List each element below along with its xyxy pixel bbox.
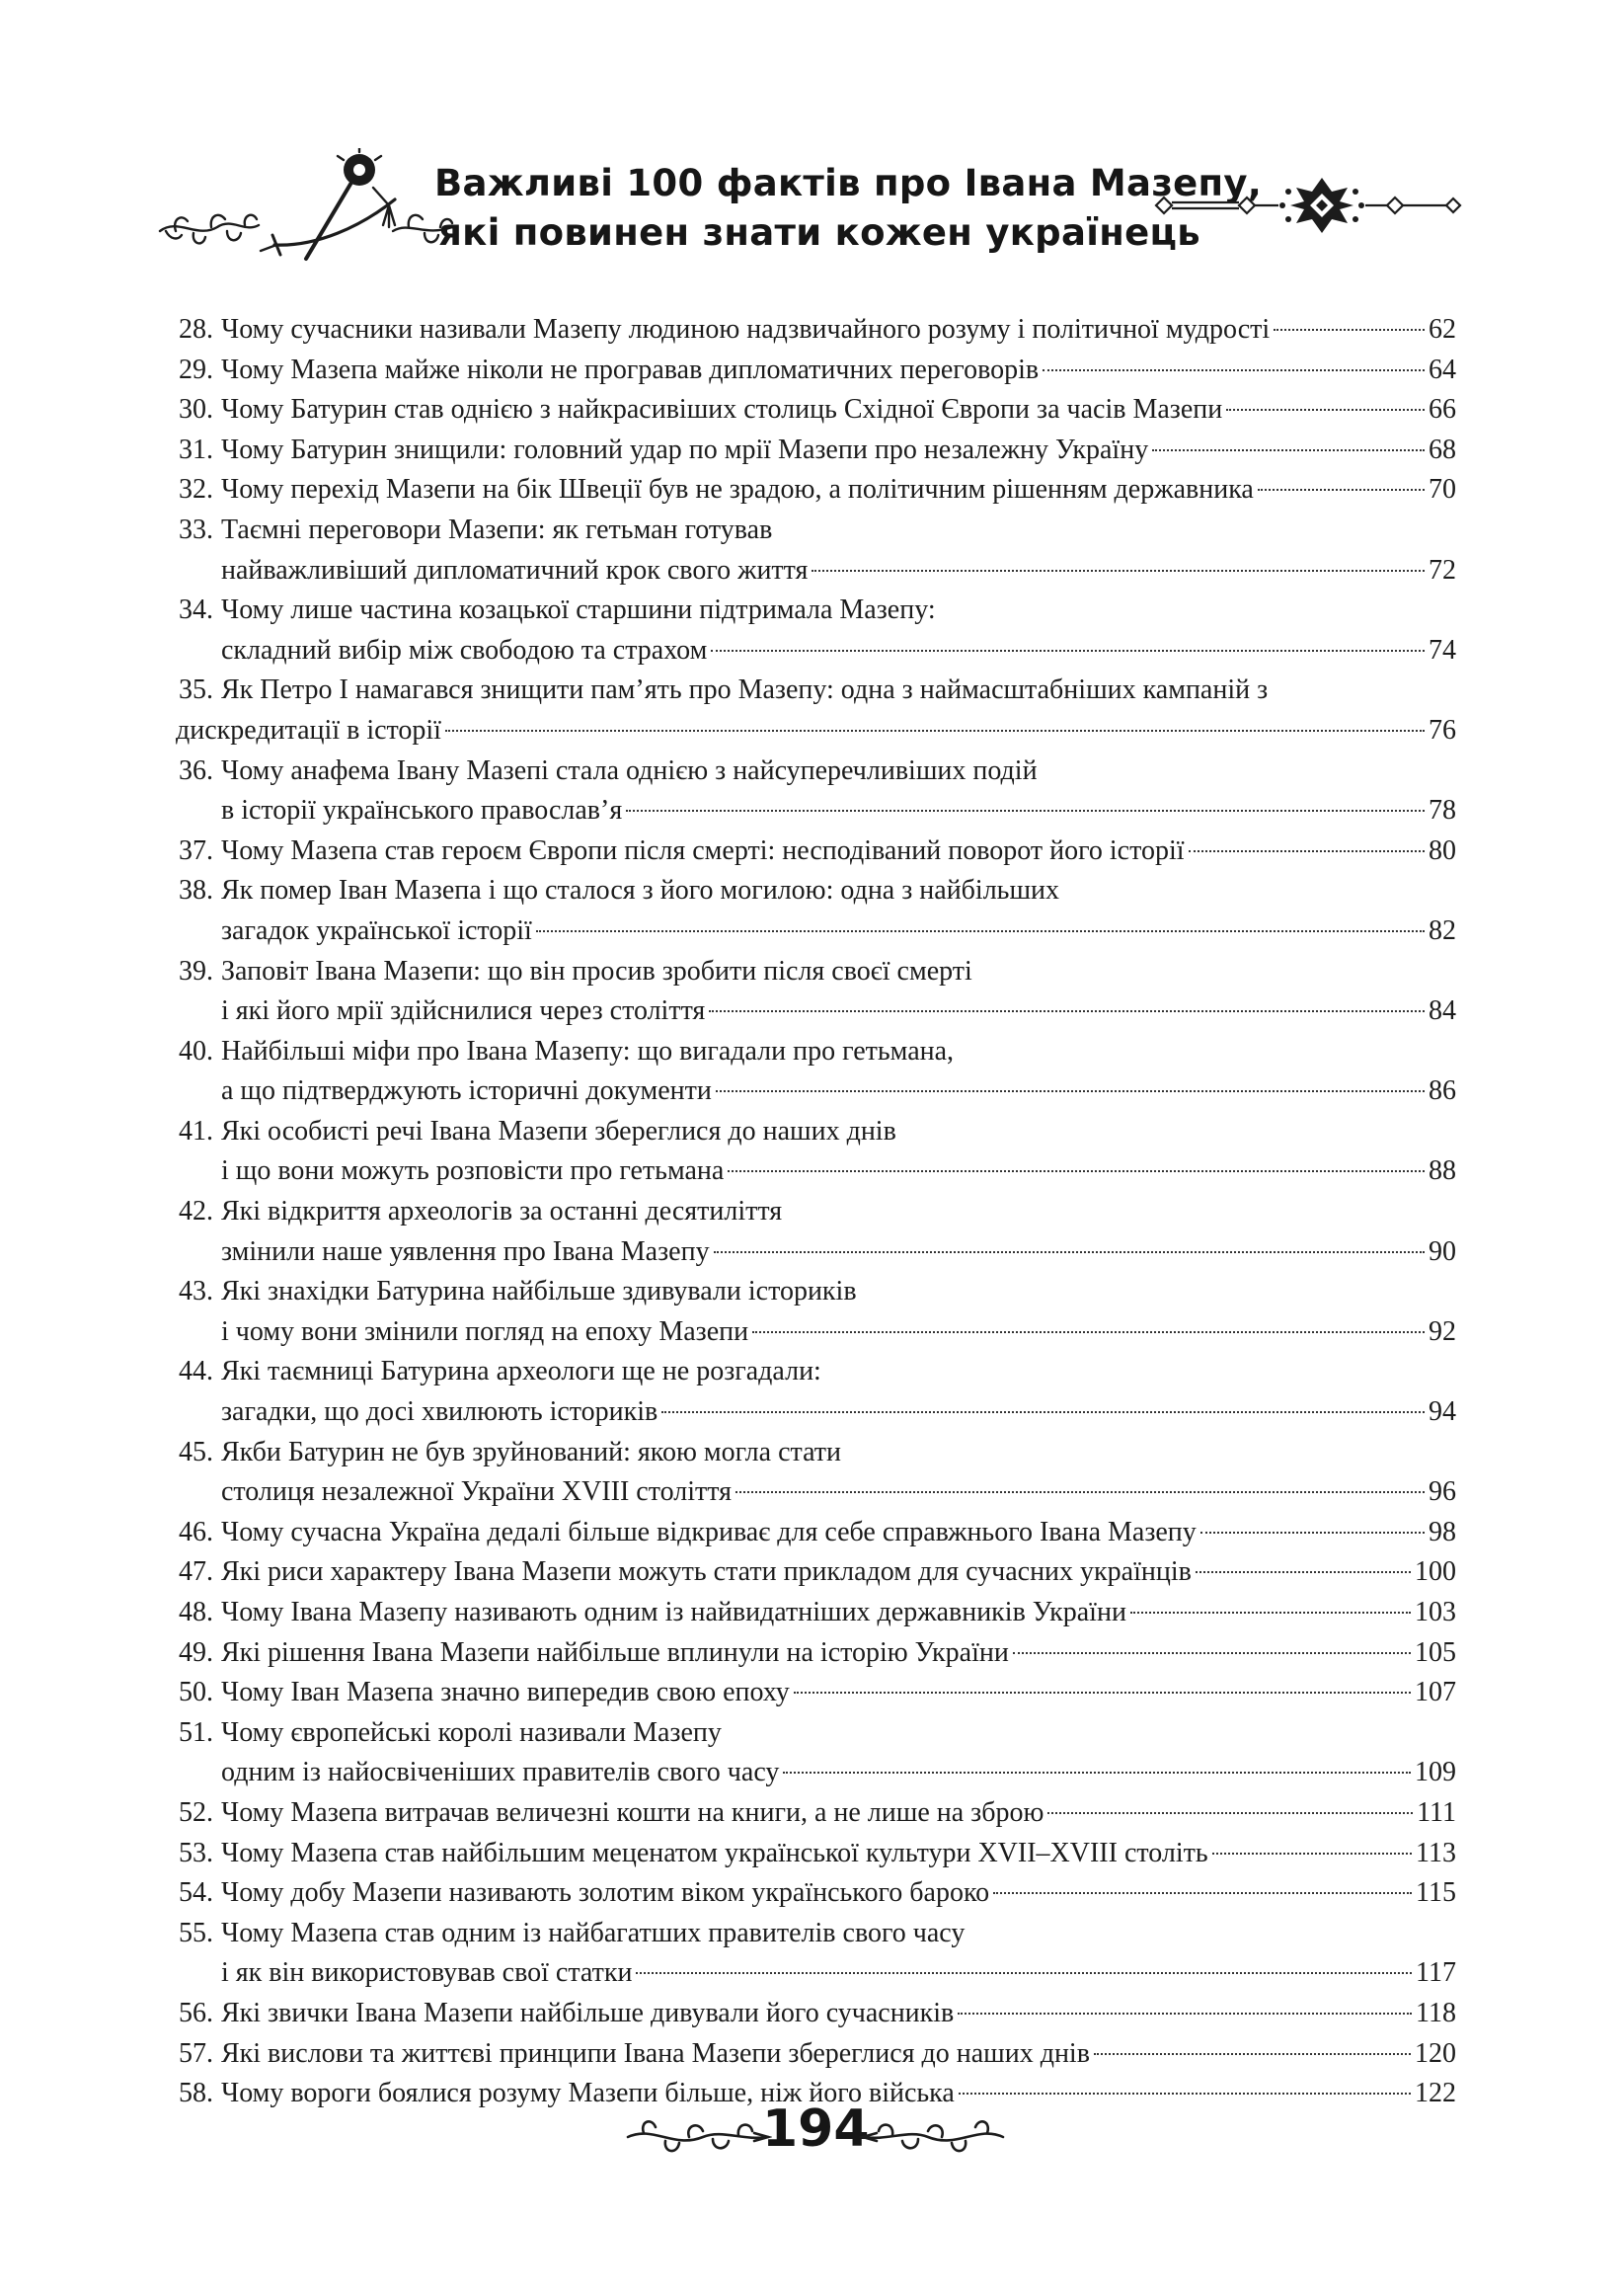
toc-entry-page: 72: [1429, 554, 1456, 586]
toc-entry-title: Чому анафема Івану Мазепі стала однією з найсуперечливіших подій: [221, 754, 1038, 786]
toc-entry-page: 98: [1429, 1516, 1456, 1547]
toc-entry-line: [176, 752, 1456, 792]
toc-entry-line: [176, 431, 1456, 471]
toc-entry-title: складний вибір між свободою та страхом: [221, 634, 708, 666]
toc-entry-page: 64: [1429, 354, 1456, 385]
toc-entry: [176, 1593, 1456, 1633]
toc-entry-page: 118: [1416, 1997, 1456, 2028]
toc-entry-title: і як він використовував свої статки: [221, 1957, 633, 1989]
toc-entry-page: 111: [1417, 1796, 1456, 1828]
toc-entry-line: [176, 470, 1456, 511]
toc-entry-line: [176, 1071, 1456, 1112]
toc-entry-number: 28.: [179, 314, 213, 345]
toc-entry-line: [176, 2034, 1456, 2075]
toc-entry-page: 120: [1415, 2037, 1456, 2069]
toc-entry-line: [176, 1352, 1456, 1392]
toc-entry: [176, 1914, 1456, 1994]
toc-entry: [176, 952, 1456, 1032]
toc-entry-title: найважливіший дипломатичний крок свого життя: [221, 554, 809, 586]
toc-entry-title: Чому сучасна Україна дедалі більше відкриває для себе справжнього Івана Мазепу: [221, 1516, 1197, 1547]
toc-entry-page: 122: [1415, 2078, 1456, 2109]
toc-entry-line: [176, 551, 1456, 592]
toc-entry-number: 49.: [179, 1636, 213, 1668]
dot-leader: [812, 570, 1425, 572]
running-header: [0, 138, 1624, 277]
page-footer: [0, 2094, 1624, 2182]
toc-entry-line: [176, 991, 1456, 1032]
toc-entry-number: 51.: [179, 1716, 213, 1748]
toc-entry-page: 66: [1429, 394, 1456, 426]
toc-entry-line: [176, 831, 1456, 872]
toc-entry: [176, 1352, 1456, 1432]
toc-entry-page: 100: [1415, 1556, 1456, 1588]
toc-entry-line: [176, 1873, 1456, 1914]
toc-entry-number: 40.: [179, 1035, 213, 1067]
toc-entry-number: 57.: [179, 2037, 213, 2069]
toc-entry-page: 96: [1429, 1476, 1456, 1508]
toc-entry: [176, 511, 1456, 591]
toc-entry-line: [176, 1753, 1456, 1793]
toc-entry: [176, 2034, 1456, 2075]
dot-leader: [714, 1251, 1425, 1253]
toc-entry-title: Як помер Іван Мазепа і що сталося з його могилою: одна з найбільших: [221, 875, 1059, 907]
toc-entry-number: 34.: [179, 594, 213, 626]
toc-entry-title: Як Петро І намагався знищити пам’ять про Мазепу: одна з наймасштабніших кампаній з: [221, 674, 1269, 706]
toc-entry-title: Чому Батурин став однією з найкрасивіших столиць Східної Європи за часів Мазепи: [221, 394, 1223, 426]
dot-leader: [752, 1331, 1425, 1333]
toc-entry-number: 44.: [179, 1356, 213, 1387]
toc-entry-title: Чому Мазепа витрачав величезні кошти на книги, а не лише на зброю: [221, 1796, 1044, 1828]
toc-entry-title: Чому лише частина козацької старшини підтримала Мазепу:: [221, 594, 936, 626]
toc-entry-line: [176, 871, 1456, 911]
toc-entry-number: 29.: [179, 354, 213, 385]
toc-entry-page: 92: [1429, 1315, 1456, 1347]
toc-entry: [176, 1513, 1456, 1553]
dot-leader: [536, 930, 1425, 932]
toc-entry-line: [176, 591, 1456, 631]
toc-entry-page: 86: [1429, 1075, 1456, 1107]
dot-leader: [711, 650, 1425, 652]
toc-entry-line: [176, 1112, 1456, 1152]
dot-leader: [1274, 329, 1425, 331]
toc-entry-number: 46.: [179, 1516, 213, 1547]
toc-entry: [176, 390, 1456, 431]
toc-entry-number: 55.: [179, 1917, 213, 1948]
toc-entry-number: 32.: [179, 474, 213, 506]
toc-entry: [176, 1433, 1456, 1513]
toc-entry-line: [176, 631, 1456, 672]
toc-entry-line: [176, 1953, 1456, 1994]
toc-entry-page: 80: [1429, 834, 1456, 866]
toc-entry-title: Чому Мазепа став одним із найбагатших правителів свого часу: [221, 1917, 966, 1948]
toc-entry-title: Які рішення Івана Мазепи найбільше вплинули на історію України: [221, 1636, 1009, 1668]
toc-entry-title: Які таємниці Батурина археологи ще не розгадали:: [221, 1356, 821, 1387]
dot-leader: [709, 1010, 1425, 1012]
toc-entry-title: Якби Батурин не був зруйнований: якою могла стати: [221, 1436, 842, 1467]
toc-entry-title: Заповіт Івана Мазепи: що він просив зробити після своєї смерті: [221, 955, 972, 987]
dot-leader: [1094, 2053, 1411, 2055]
toc-entry-line: [176, 1192, 1456, 1232]
toc-entry-line: [176, 1593, 1456, 1633]
toc-entry: [176, 1192, 1456, 1272]
dot-leader: [794, 1692, 1411, 1694]
toc-entry-title: загадки, що досі хвилюють істориків: [221, 1396, 658, 1428]
mace-bulava-and-sabre-ornament-icon: [158, 148, 454, 267]
dot-leader: [783, 1772, 1411, 1774]
dot-leader: [445, 730, 1425, 732]
toc-entry: [176, 752, 1456, 831]
dot-leader: [626, 810, 1425, 812]
dot-leader: [1196, 1571, 1411, 1573]
toc-entry-page: 115: [1416, 1877, 1456, 1909]
dot-leader: [1152, 449, 1425, 451]
toc-entry-title: столиця незалежної України XVIII століття: [221, 1476, 732, 1508]
toc-entry-page: 88: [1429, 1155, 1456, 1187]
toc-entry-page: 90: [1429, 1235, 1456, 1267]
toc-entry-line: [176, 1032, 1456, 1072]
toc-entry-page: 109: [1415, 1757, 1456, 1788]
floral-flourish-icon: [624, 2111, 772, 2161]
toc-entry-title: Таємні переговори Мазепи: як гетьман готував: [221, 514, 773, 545]
toc-entry-line: [176, 911, 1456, 952]
toc-entry-title: і які його мрії здійснилися через століття: [221, 995, 706, 1027]
toc-entry: [176, 1032, 1456, 1112]
toc-entry-line: [176, 1834, 1456, 1874]
toc-entry-line: [176, 671, 1456, 711]
toc-entry-title: Які вислови та життєві принципи Івана Мазепи збереглися до наших днів: [221, 2037, 1090, 2069]
toc-entry-line: [176, 1914, 1456, 1954]
toc-entry-page: 68: [1429, 434, 1456, 465]
dot-leader: [1212, 1853, 1412, 1855]
toc-entry-number: 33.: [179, 514, 213, 545]
toc-entry-title: одним із найосвіченіших правителів свого часу: [221, 1757, 780, 1788]
dot-leader: [1013, 1652, 1411, 1654]
toc-entry: [176, 1633, 1456, 1674]
toc-entry: [176, 470, 1456, 511]
toc-entry-line: [176, 952, 1456, 992]
toc-entry-number: 47.: [179, 1556, 213, 1588]
toc-entry-title: Чому Івана Мазепу називають одним із найвидатніших державників України: [221, 1597, 1126, 1627]
toc-entry-line: [176, 1433, 1456, 1473]
toc-entry: [176, 831, 1456, 872]
toc-entry-line: [176, 1552, 1456, 1593]
toc-entry-number: 56.: [179, 1997, 213, 2028]
dot-leader: [1189, 850, 1425, 852]
toc-entry: [176, 591, 1456, 671]
toc-entry-page: 105: [1415, 1636, 1456, 1668]
toc-entry: [176, 1994, 1456, 2034]
toc-entry-title: Які риси характеру Івана Мазепи можуть стати прикладом для сучасних українців: [221, 1556, 1192, 1588]
toc-entry: [176, 1793, 1456, 1834]
dot-leader: [1047, 1812, 1413, 1814]
toc-entry-line: [176, 1994, 1456, 2034]
toc-entry-line: [176, 1151, 1456, 1192]
toc-entry-title: Чому Мазепа став героєм Європи після смерті: несподіваний поворот його історії: [221, 834, 1185, 866]
toc-entry-page: 62: [1429, 314, 1456, 345]
toc-entry-title: Які звички Івана Мазепи найбільше дивували його сучасників: [221, 1997, 955, 2028]
toc-entry-line: [176, 711, 1456, 752]
toc-entry-line: [176, 310, 1456, 351]
toc-entry-number: 39.: [179, 955, 213, 987]
toc-entry: [176, 1873, 1456, 1914]
toc-entry-line: [176, 351, 1456, 391]
toc-entry-line: [176, 1513, 1456, 1553]
dot-leader: [993, 1892, 1412, 1894]
toc-entry-line: [176, 1633, 1456, 1674]
toc-entry-page: 70: [1429, 474, 1456, 506]
toc-entry-page: 82: [1429, 914, 1456, 946]
toc-entry-number: 38.: [179, 875, 213, 907]
toc-entry: [176, 1112, 1456, 1192]
toc-entry-number: 41.: [179, 1115, 213, 1147]
toc-entry-line: [176, 1392, 1456, 1433]
toc-entry-title: змінили наше уявлення про Івана Мазепу: [221, 1235, 710, 1267]
dot-leader: [1200, 1532, 1425, 1534]
toc-entry-page: 94: [1429, 1396, 1456, 1428]
toc-entry-number: 36.: [179, 754, 213, 786]
dot-leader: [728, 1170, 1425, 1172]
toc-entry-number: 43.: [179, 1276, 213, 1307]
toc-entry-number: 58.: [179, 2078, 213, 2109]
toc-entry-line: [176, 1713, 1456, 1754]
dot-leader: [1130, 1612, 1411, 1614]
toc-entry-title: Чому європейські королі називали Мазепу: [221, 1716, 722, 1748]
dot-leader: [1258, 489, 1425, 491]
toc-entry: [176, 1673, 1456, 1713]
toc-entry-title: в історії українського православ’я: [221, 795, 623, 827]
toc-entry: [176, 1272, 1456, 1352]
toc-entry-title: Чому Іван Мазепа значно випередив свою епоху: [221, 1677, 790, 1708]
toc-entry-line: [176, 1272, 1456, 1312]
toc-entry: [176, 310, 1456, 351]
page-number: 194: [762, 2099, 870, 2159]
toc-entry: [176, 671, 1456, 751]
toc-entry-page: 76: [1429, 714, 1456, 746]
toc-entry-title: загадок української історії: [221, 914, 532, 946]
toc-entry: [176, 431, 1456, 471]
toc-entry-title: а що підтверджують історичні документи: [221, 1075, 712, 1107]
toc-entry-page: 107: [1415, 1677, 1456, 1708]
toc-entry-title: Чому добу Мазепи називають золотим віком українського бароко: [221, 1877, 990, 1909]
toc-entry: [176, 1552, 1456, 1593]
toc-entry-title: Які особисті речі Івана Мазепи збереглися до наших днів: [221, 1115, 896, 1147]
toc-entry-number: 53.: [179, 1837, 213, 1868]
toc-entry-title: і чому вони змінили погляд на епоху Мазепи: [221, 1315, 749, 1347]
dot-leader: [661, 1411, 1425, 1413]
toc-entry-title: Чому сучасники називали Мазепу людиною надзвичайного розуму і політичної мудрості: [221, 314, 1271, 345]
toc-entry: [176, 1713, 1456, 1793]
floral-flourish-icon: [859, 2111, 1007, 2161]
toc-entry: [176, 351, 1456, 391]
table-of-contents: [176, 310, 1456, 2114]
toc-entry-title: Чому вороги боялися розуму Мазепи більше, ніж його війська: [221, 2078, 955, 2109]
dot-leader: [1043, 369, 1425, 371]
toc-entry-number: 31.: [179, 434, 213, 465]
running-title-line-1: Важливі 100 фактів про Івана Мазепу,: [434, 162, 1263, 204]
toc-entry-title: Чому Мазепа майже ніколи не програвав дипломатичних переговорів: [221, 354, 1040, 385]
toc-entry-page: 84: [1429, 995, 1456, 1027]
toc-entry-title: Чому перехід Мазепи на бік Швеції був не зрадою, а політичним рішенням державника: [221, 474, 1254, 506]
toc-entry-title: дискредитації в історії: [176, 714, 441, 746]
toc-entry-line: [176, 1472, 1456, 1513]
toc-entry-page: 113: [1416, 1837, 1456, 1868]
toc-entry-line: [176, 511, 1456, 551]
dot-leader: [1226, 409, 1425, 411]
toc-entry-number: 37.: [179, 834, 213, 866]
toc-entry-page: 78: [1429, 795, 1456, 827]
toc-entry-number: 52.: [179, 1796, 213, 1828]
toc-entry-number: 54.: [179, 1877, 213, 1909]
toc-entry-number: 35.: [179, 674, 213, 706]
toc-entry-title: Які відкриття археологів за останні десятиліття: [221, 1196, 783, 1227]
running-title-line-2: які повинен знати кожен українець: [438, 211, 1200, 254]
toc-entry-title: Найбільші міфи про Івана Мазепу: що вигадали про гетьмана,: [221, 1035, 955, 1067]
toc-entry: [176, 1834, 1456, 1874]
dot-leader: [958, 2013, 1412, 2015]
toc-entry-line: [176, 1673, 1456, 1713]
toc-entry-number: 50.: [179, 1677, 213, 1708]
toc-entry-line: [176, 1232, 1456, 1273]
toc-entry-number: 30.: [179, 394, 213, 426]
toc-entry-page: 103: [1415, 1597, 1456, 1627]
dot-leader: [636, 1972, 1412, 1974]
toc-entry-line: [176, 791, 1456, 831]
toc-entry-title: Чому Батурин знищили: головний удар по мрії Мазепи про незалежну Україну: [221, 434, 1149, 465]
toc-entry-title: і що вони можуть розповісти про гетьмана: [221, 1155, 725, 1187]
dot-leader: [716, 1090, 1425, 1092]
toc-entry-number: 45.: [179, 1436, 213, 1467]
toc-entry-page: 117: [1416, 1957, 1456, 1989]
toc-entry-title: Які знахідки Батурина найбільше здивували істориків: [221, 1276, 857, 1307]
embroidery-star-ornament-icon: [1150, 176, 1471, 235]
dot-leader: [735, 1491, 1425, 1493]
toc-entry: [176, 871, 1456, 951]
toc-entry-line: [176, 1312, 1456, 1353]
toc-entry-number: 42.: [179, 1196, 213, 1227]
toc-entry-page: 74: [1429, 634, 1456, 666]
toc-entry-line: [176, 1793, 1456, 1834]
toc-entry-title: Чому Мазепа став найбільшим меценатом української культури XVII–XVIII століть: [221, 1837, 1208, 1868]
toc-entry-number: 48.: [179, 1597, 213, 1627]
toc-entry-line: [176, 390, 1456, 431]
